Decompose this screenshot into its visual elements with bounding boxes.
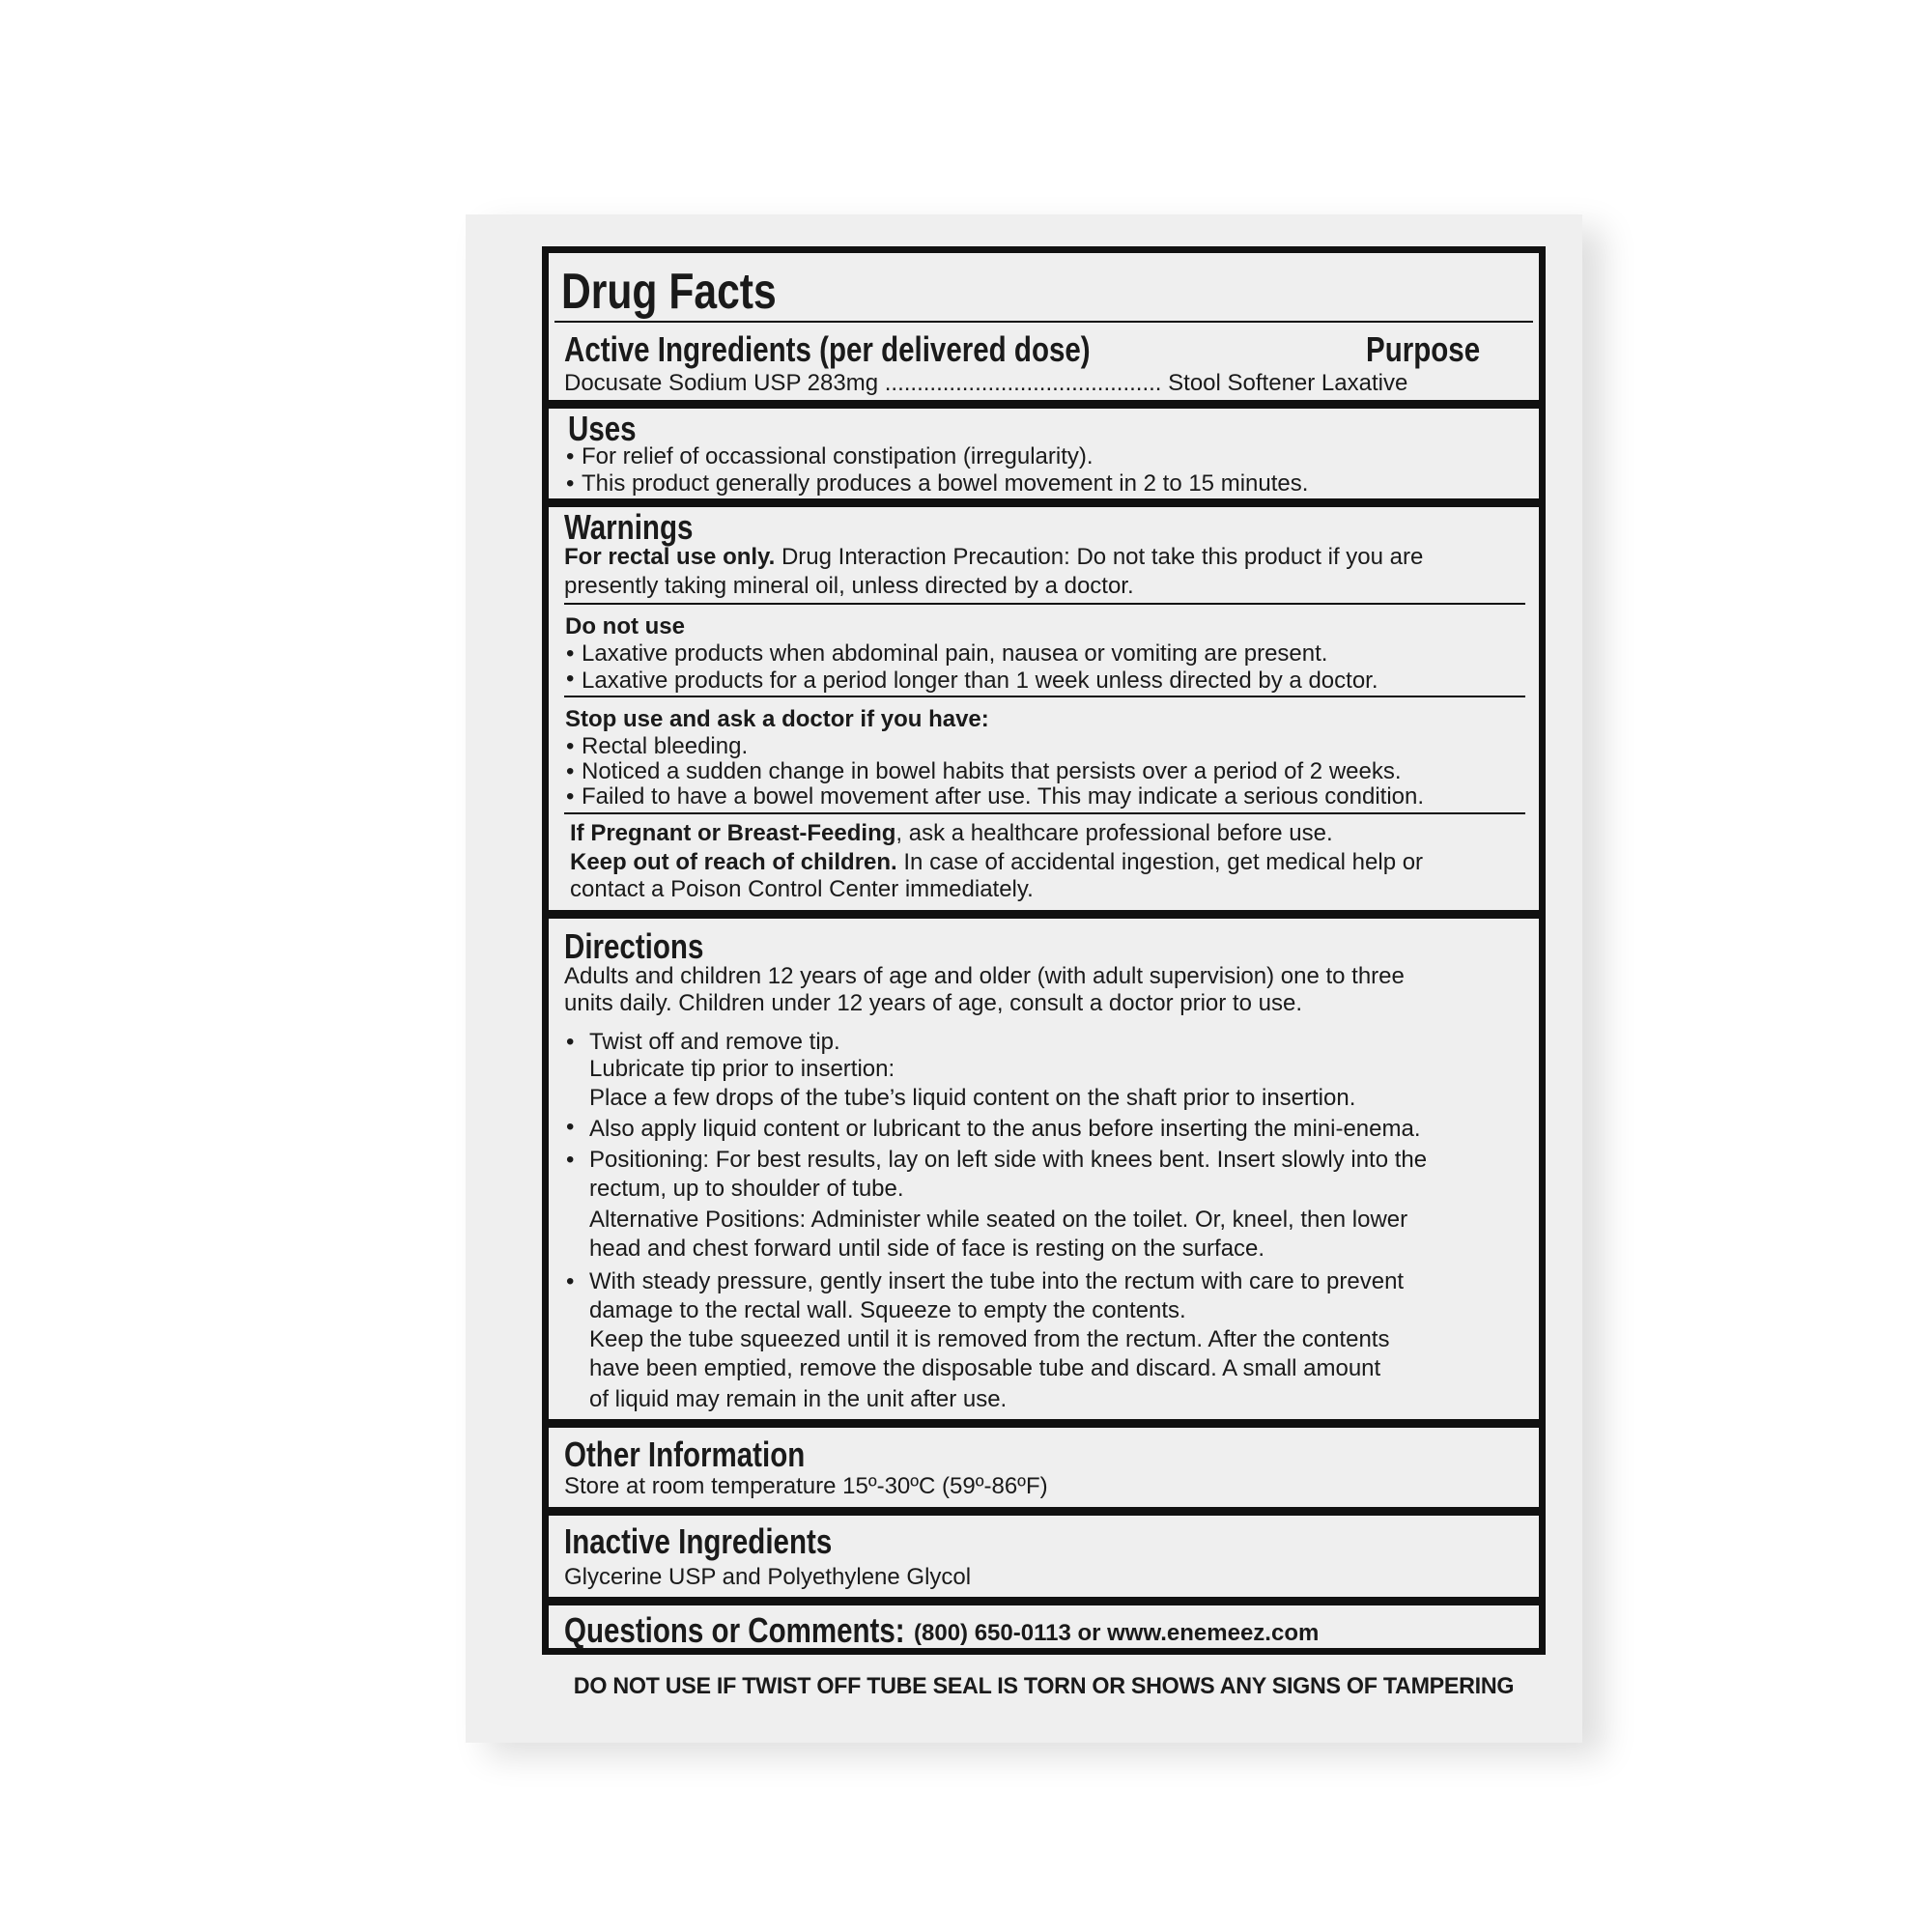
directions-line: have been emptied, remove the disposable tube and discard. A small amount — [589, 1355, 1381, 1381]
directions-line: Alternative Positions: Administer while seated on the toilet. Or, kneel, then lower — [589, 1207, 1408, 1233]
directions-line: rectum, up to shoulder of tube. — [589, 1176, 904, 1202]
keep-out-bold: Keep out of reach of children. — [570, 849, 897, 875]
directions-line: Positioning: For best results, lay on left side with knees bent. Insert slowly into the — [589, 1147, 1428, 1173]
other-information-heading: Other Information — [564, 1435, 806, 1474]
directions-line: Keep the tube squeezed until it is removed from the rectum. After the contents — [589, 1326, 1390, 1352]
stop-use-item: Noticed a sudden change in bowel habits that persists over a period of 2 weeks. — [582, 758, 1402, 784]
directions-intro: Adults and children 12 years of age and older (with adult supervision) one to three — [564, 963, 1405, 989]
uses-heading: Uses — [568, 409, 637, 448]
drug-facts-panel — [542, 246, 1546, 1655]
warnings-rule — [564, 696, 1525, 697]
active-purpose: Stool Softener Laxative — [1168, 370, 1408, 396]
warnings-heading: Warnings — [564, 507, 694, 547]
warnings-rule — [564, 812, 1525, 814]
section-bar — [549, 498, 1539, 507]
warnings-rule — [564, 603, 1525, 605]
active-ingredients-heading: Active Ingredients (per delivered dose) — [564, 329, 1091, 369]
keep-out-text-2: contact a Poison Control Center immediately. — [570, 876, 1034, 902]
pregnant-text: , ask a healthcare professional before use. — [895, 820, 1333, 846]
purpose-heading: Purpose — [1366, 329, 1481, 369]
keep-out-text: In case of accidental ingestion, get medical help or — [903, 849, 1424, 875]
bullet: • — [566, 758, 575, 784]
bullet: • — [566, 1114, 575, 1140]
title-rule — [554, 321, 1533, 323]
inactive-ingredients-heading: Inactive Ingredients — [564, 1521, 833, 1561]
rectal-use-text-2: presently taking mineral oil, unless directed by a doctor. — [564, 573, 1134, 599]
rectal-use-line — [564, 543, 1423, 571]
bullet: • — [566, 666, 575, 692]
directions-line: Lubricate tip prior to insertion: — [589, 1056, 895, 1082]
directions-line: With steady pressure, gently insert the tube into the rectum with care to prevent — [589, 1268, 1405, 1294]
bullet: • — [566, 1268, 575, 1294]
bullet: • — [566, 733, 575, 759]
leader-dots: ........................................... — [884, 370, 1162, 396]
uses-item: For relief of occassional constipation (irregularity). — [582, 443, 1094, 469]
section-bar — [549, 1507, 1539, 1516]
bullet: • — [566, 470, 575, 497]
directions-line: damage to the rectal wall. Squeeze to empty the contents. — [589, 1297, 1186, 1323]
stop-use-item: Rectal bleeding. — [582, 733, 749, 759]
stop-use-heading: Stop use and ask a doctor if you have: — [565, 706, 989, 732]
bullet: • — [566, 640, 575, 667]
uses-item: This product generally produces a bowel movement in 2 to 15 minutes. — [582, 470, 1309, 497]
directions-intro: units daily. Children under 12 years of age, consult a doctor prior to use. — [564, 990, 1302, 1016]
rectal-use-bold: For rectal use only. — [564, 544, 776, 570]
pregnant-line — [570, 819, 1333, 847]
questions-contact: (800) 650-0113 or www.enemeez.com — [914, 1620, 1320, 1646]
keep-out-line — [570, 848, 1423, 876]
bullet: • — [566, 443, 575, 469]
bullet: • — [566, 783, 575, 810]
directions-line: Twist off and remove tip. — [589, 1029, 840, 1055]
section-bar — [549, 1419, 1539, 1428]
pregnant-bold: If Pregnant or Breast-Feeding — [570, 820, 896, 846]
other-information-text: Store at room temperature 15º-30ºC (59º-86ºF) — [564, 1473, 1048, 1499]
do-not-use-item: Laxative products when abdominal pain, nausea or vomiting are present. — [582, 640, 1328, 667]
tamper-warning: DO NOT USE IF TWIST OFF TUBE SEAL IS TORN OR SHOWS ANY SIGNS OF TAMPERING — [573, 1673, 1515, 1699]
section-bar — [549, 400, 1539, 409]
directions-line: of liquid may remain in the unit after use. — [589, 1386, 1008, 1412]
section-bar — [549, 910, 1539, 919]
bullet: • — [566, 1029, 575, 1055]
directions-line: head and chest forward until side of face is resting on the surface. — [589, 1236, 1265, 1262]
active-ingredient: Docusate Sodium USP 283mg — [564, 370, 879, 396]
do-not-use-item: Laxative products for a period longer than 1 week unless directed by a doctor. — [582, 668, 1378, 694]
drug-facts-title: Drug Facts — [561, 264, 777, 320]
bullet: • — [566, 1147, 575, 1173]
section-bar — [549, 1597, 1539, 1605]
directions-line: Place a few drops of the tube’s liquid content on the shaft prior to insertion. — [589, 1085, 1356, 1111]
questions-heading: Questions or Comments: — [564, 1610, 905, 1650]
do-not-use-heading: Do not use — [565, 613, 685, 639]
inactive-ingredients-text: Glycerine USP and Polyethylene Glycol — [564, 1564, 972, 1590]
stop-use-item: Failed to have a bowel movement after use. This may indicate a serious condition. — [582, 783, 1425, 810]
active-ingredient-line — [564, 369, 1407, 397]
directions-heading: Directions — [564, 926, 704, 966]
directions-line: Also apply liquid content or lubricant to the anus before inserting the mini-enema. — [589, 1116, 1421, 1142]
rectal-use-text: Drug Interaction Precaution: Do not take this product if you are — [781, 544, 1424, 570]
